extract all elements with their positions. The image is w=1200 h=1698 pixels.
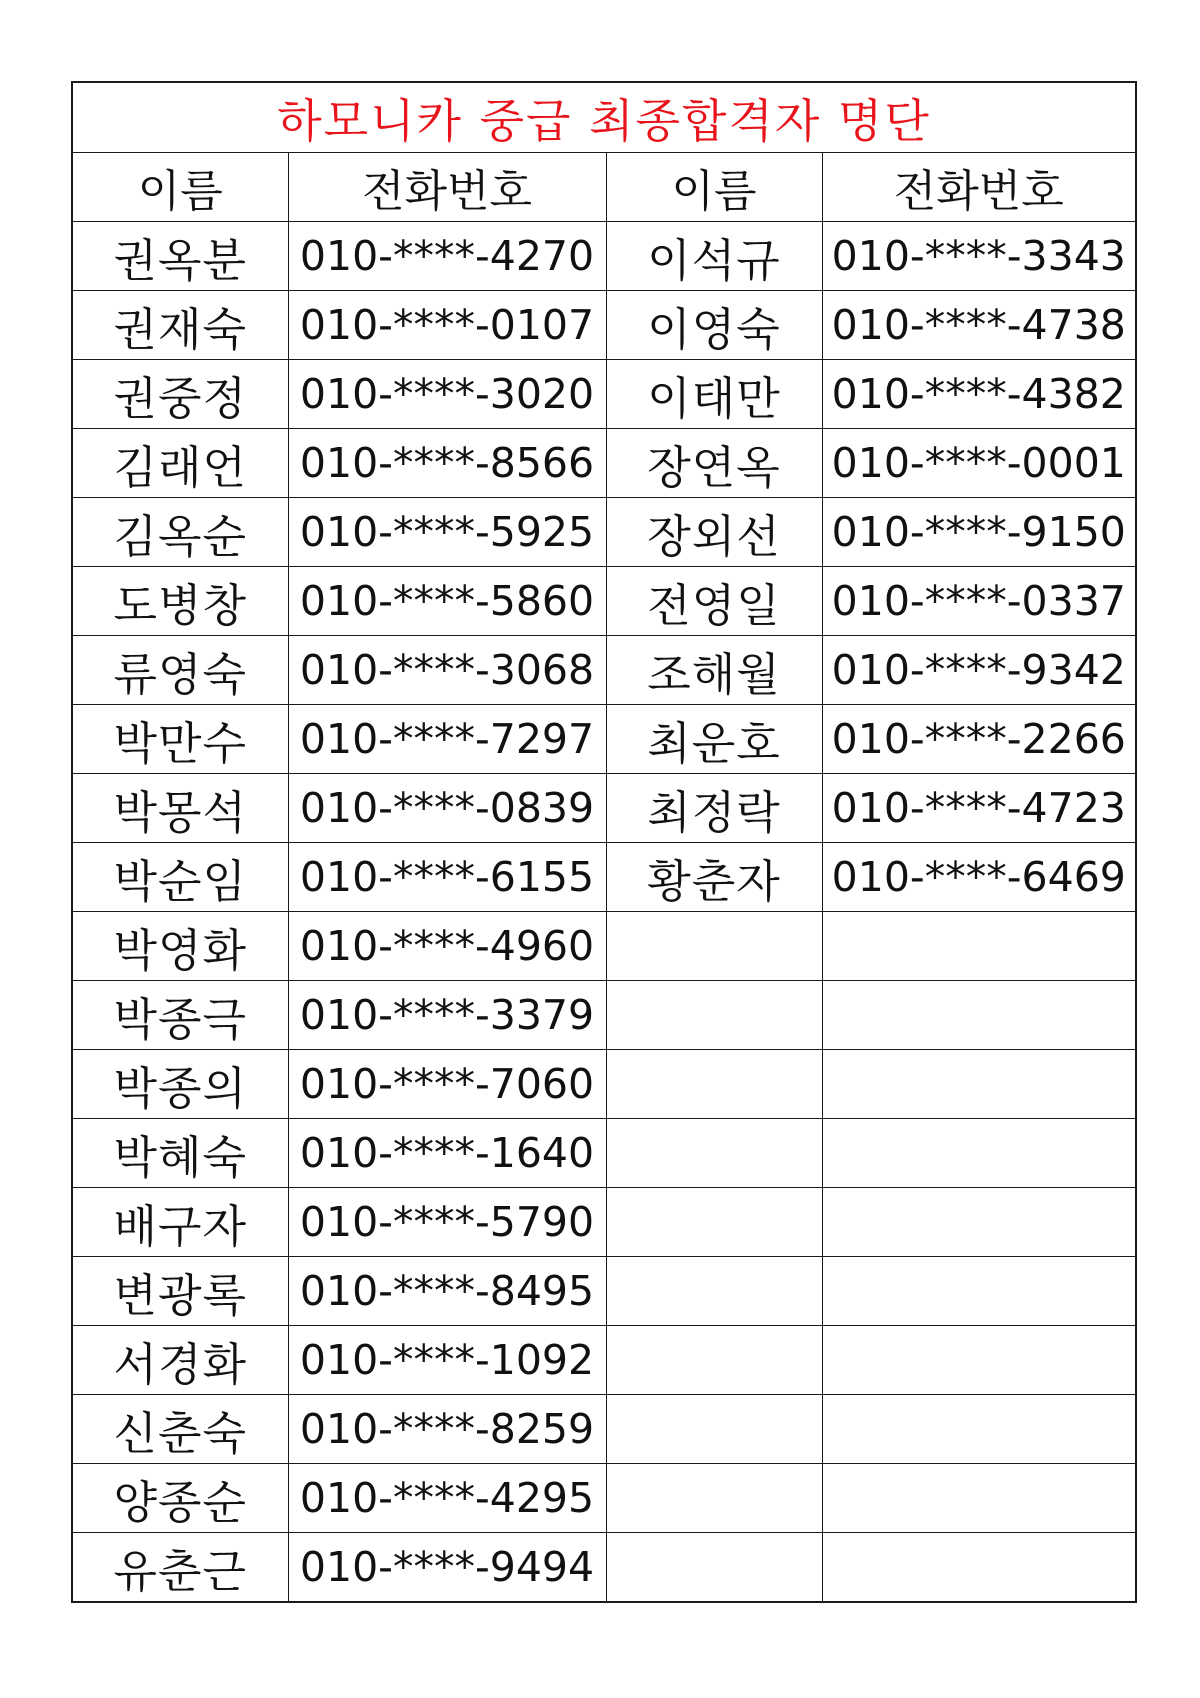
table-row <box>72 1119 1136 1188</box>
right-phone-cell <box>822 981 1136 1050</box>
left-name-cell: 권옥분 <box>72 222 288 291</box>
left-name-cell: 박영화 <box>72 912 288 981</box>
left-name-cell: 유춘근 <box>72 1533 288 1603</box>
left-name-cell: 배구자 <box>72 1188 288 1257</box>
table-row <box>72 705 1136 774</box>
left-phone-cell: 010-****-3020 <box>288 360 606 429</box>
right-name-cell: 장연옥 <box>606 429 822 498</box>
right-phone-cell: 010-****-0337 <box>822 567 1136 636</box>
right-name-cell: 조해월 <box>606 636 822 705</box>
left-name-cell: 신춘숙 <box>72 1395 288 1464</box>
right-name-cell <box>606 1464 822 1533</box>
right-phone-cell <box>822 1119 1136 1188</box>
left-name-cell: 도병창 <box>72 567 288 636</box>
table-row <box>72 1188 1136 1257</box>
table-row <box>72 1464 1136 1533</box>
right-phone-cell: 010-****-9150 <box>822 498 1136 567</box>
left-phone-cell: 010-****-8259 <box>288 1395 606 1464</box>
left-name-cell: 박순임 <box>72 843 288 912</box>
right-name-cell <box>606 1050 822 1119</box>
right-phone-cell: 010-****-3343 <box>822 222 1136 291</box>
right-name-cell <box>606 981 822 1050</box>
table-row <box>72 636 1136 705</box>
left-name-cell: 박종극 <box>72 981 288 1050</box>
table-row <box>72 567 1136 636</box>
header-phone-left: 전화번호 <box>288 153 606 222</box>
right-phone-cell <box>822 1050 1136 1119</box>
table-row <box>72 360 1136 429</box>
left-name-cell: 변광록 <box>72 1257 288 1326</box>
left-phone-cell: 010-****-9494 <box>288 1533 606 1603</box>
right-name-cell: 이석규 <box>606 222 822 291</box>
roster-body <box>72 82 1136 1602</box>
table-row <box>72 1326 1136 1395</box>
right-name-cell: 이태만 <box>606 360 822 429</box>
title-row <box>72 82 1136 153</box>
left-name-cell: 박몽석 <box>72 774 288 843</box>
right-name-cell: 장외선 <box>606 498 822 567</box>
left-name-cell: 박만수 <box>72 705 288 774</box>
left-name-cell: 류영숙 <box>72 636 288 705</box>
table-row <box>72 981 1136 1050</box>
table-row <box>72 291 1136 360</box>
right-phone-cell: 010-****-4723 <box>822 774 1136 843</box>
right-phone-cell <box>822 912 1136 981</box>
header-row <box>72 153 1136 222</box>
left-phone-cell: 010-****-8566 <box>288 429 606 498</box>
table-row <box>72 1050 1136 1119</box>
table-row <box>72 1395 1136 1464</box>
right-name-cell <box>606 1395 822 1464</box>
right-phone-cell <box>822 1257 1136 1326</box>
left-phone-cell: 010-****-0107 <box>288 291 606 360</box>
left-phone-cell: 010-****-4295 <box>288 1464 606 1533</box>
left-name-cell: 김래언 <box>72 429 288 498</box>
left-phone-cell: 010-****-5860 <box>288 567 606 636</box>
left-phone-cell: 010-****-4270 <box>288 222 606 291</box>
left-phone-cell: 010-****-8495 <box>288 1257 606 1326</box>
header-name-left: 이름 <box>72 153 288 222</box>
left-phone-cell: 010-****-3379 <box>288 981 606 1050</box>
right-phone-cell: 010-****-0001 <box>822 429 1136 498</box>
right-phone-cell: 010-****-4738 <box>822 291 1136 360</box>
table-row <box>72 774 1136 843</box>
right-name-cell <box>606 1326 822 1395</box>
left-name-cell: 권재숙 <box>72 291 288 360</box>
right-name-cell: 전영일 <box>606 567 822 636</box>
left-name-cell: 권중정 <box>72 360 288 429</box>
right-name-cell: 최정락 <box>606 774 822 843</box>
right-phone-cell <box>822 1188 1136 1257</box>
left-phone-cell: 010-****-5790 <box>288 1188 606 1257</box>
left-phone-cell: 010-****-1092 <box>288 1326 606 1395</box>
left-phone-cell: 010-****-7297 <box>288 705 606 774</box>
left-name-cell: 김옥순 <box>72 498 288 567</box>
left-phone-cell: 010-****-4960 <box>288 912 606 981</box>
left-name-cell: 서경화 <box>72 1326 288 1395</box>
header-name-right: 이름 <box>606 153 822 222</box>
right-name-cell: 최운호 <box>606 705 822 774</box>
left-name-cell: 박종의 <box>72 1050 288 1119</box>
table-row <box>72 912 1136 981</box>
right-phone-cell: 010-****-9342 <box>822 636 1136 705</box>
right-name-cell <box>606 1533 822 1603</box>
roster-table <box>71 81 1137 1603</box>
left-phone-cell: 010-****-3068 <box>288 636 606 705</box>
right-phone-cell: 010-****-6469 <box>822 843 1136 912</box>
table-row <box>72 1257 1136 1326</box>
right-phone-cell <box>822 1464 1136 1533</box>
right-name-cell <box>606 1188 822 1257</box>
left-name-cell: 박혜숙 <box>72 1119 288 1188</box>
table-row <box>72 1533 1136 1603</box>
table-row <box>72 429 1136 498</box>
table-row <box>72 498 1136 567</box>
right-name-cell: 이영숙 <box>606 291 822 360</box>
left-phone-cell: 010-****-7060 <box>288 1050 606 1119</box>
left-phone-cell: 010-****-0839 <box>288 774 606 843</box>
left-name-cell: 양종순 <box>72 1464 288 1533</box>
right-phone-cell <box>822 1395 1136 1464</box>
left-phone-cell: 010-****-5925 <box>288 498 606 567</box>
right-name-cell <box>606 912 822 981</box>
right-phone-cell: 010-****-4382 <box>822 360 1136 429</box>
left-phone-cell: 010-****-6155 <box>288 843 606 912</box>
right-name-cell: 황춘자 <box>606 843 822 912</box>
table-row <box>72 843 1136 912</box>
right-name-cell <box>606 1257 822 1326</box>
table-row <box>72 222 1136 291</box>
right-phone-cell <box>822 1533 1136 1603</box>
left-phone-cell: 010-****-1640 <box>288 1119 606 1188</box>
page-title: 하모니카 중급 최종합격자 명단 <box>72 82 1136 153</box>
header-phone-right: 전화번호 <box>822 153 1136 222</box>
right-name-cell <box>606 1119 822 1188</box>
right-phone-cell: 010-****-2266 <box>822 705 1136 774</box>
right-phone-cell <box>822 1326 1136 1395</box>
